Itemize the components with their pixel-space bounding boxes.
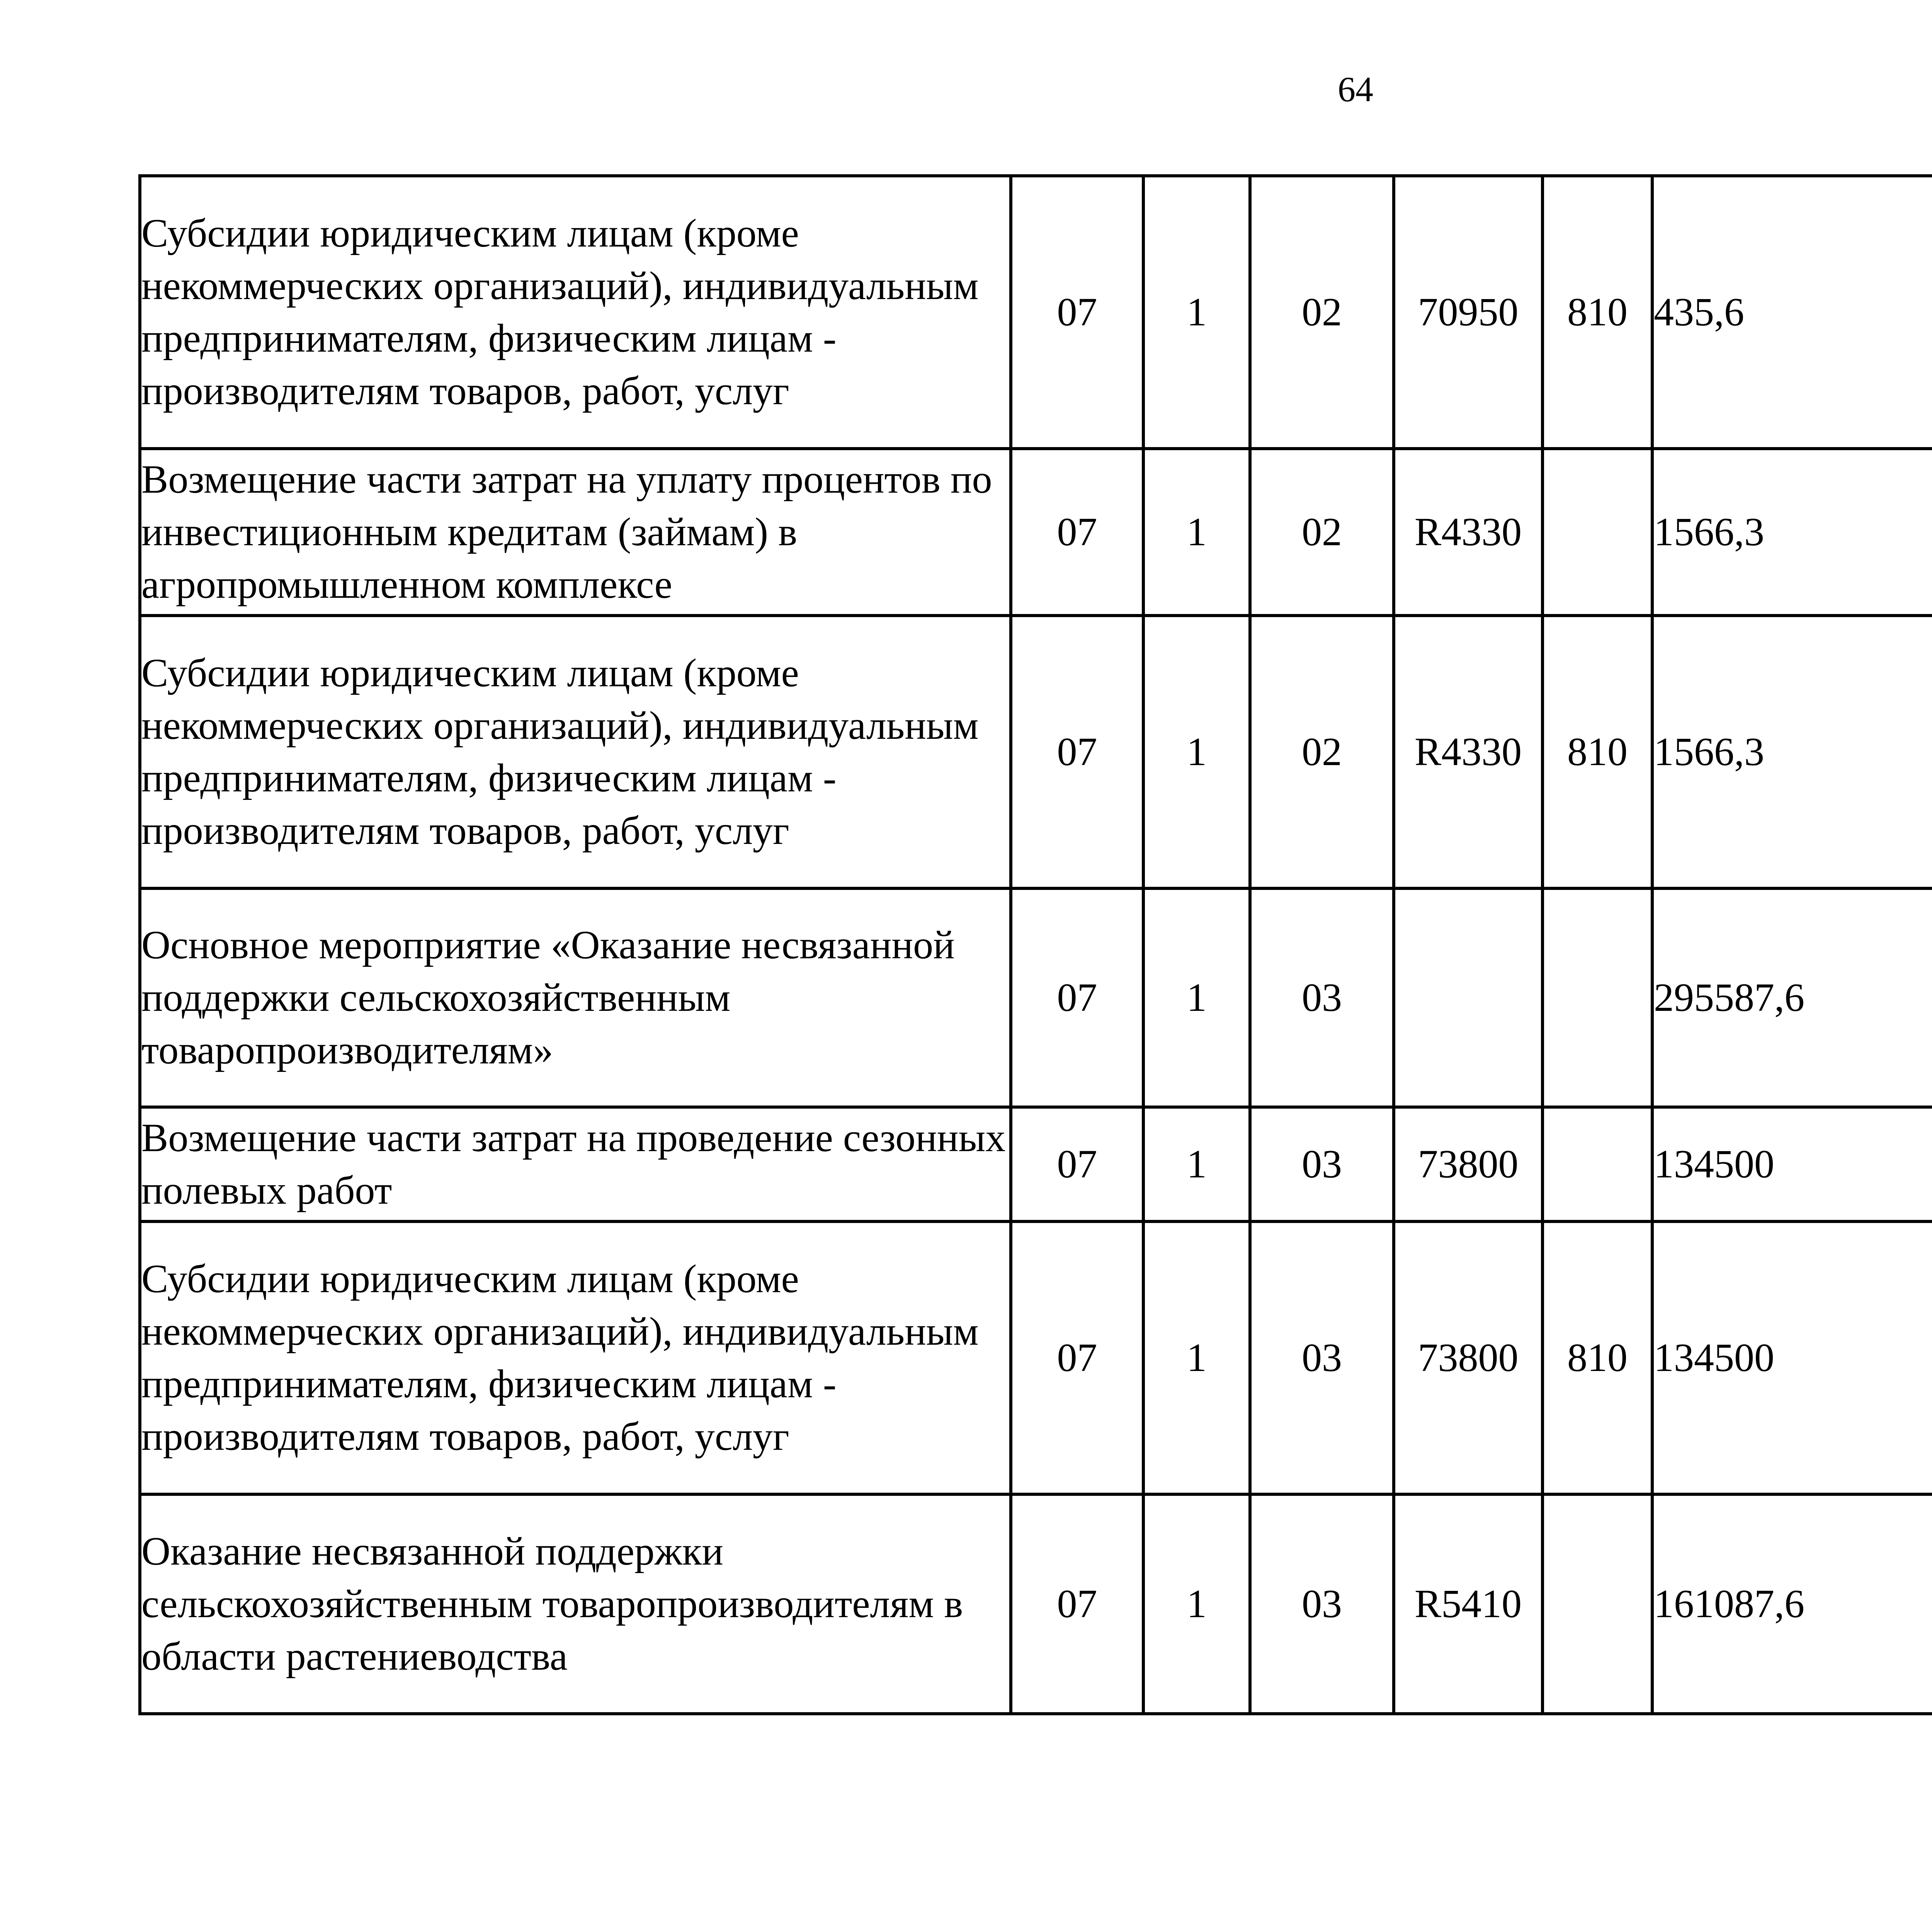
expense-type-code: 810 [1543,616,1652,888]
program-code: 1 [1143,1107,1250,1221]
program-code: 1 [1143,449,1250,616]
program-code: 1 [1143,888,1250,1107]
expense-type-code: 810 [1543,176,1652,449]
subprogram-code: 02 [1250,616,1394,888]
row-name: Основное мероприятие «Оказание несвязанной поддержки сельскохозяйственным товаропроизводителям» [140,888,1011,1107]
table-row [140,888,1932,1107]
row-name: Субсидии юридическим лицам (кроме некоммерческих организаций), индивидуальным предпринимателям, физическим лицам - производителям товаров, работ, услуг [140,176,1011,449]
section-code: 07 [1011,616,1143,888]
direction-code [1394,888,1543,1107]
expense-type-code [1543,888,1652,1107]
expense-type-code [1543,1494,1652,1714]
section-code: 07 [1011,1221,1143,1494]
subprogram-code: 02 [1250,449,1394,616]
direction-code: 70950 [1394,176,1543,449]
page-number: 64 [1338,70,1373,109]
subprogram-code: 03 [1250,1221,1394,1494]
table-row [140,1107,1932,1221]
table-row [140,449,1932,616]
program-code: 1 [1143,1221,1250,1494]
sum-year-1: 134500 [1652,1107,1932,1221]
row-name: Субсидии юридическим лицам (кроме некоммерческих организаций), индивидуальным предпринимателям, физическим лицам - производителям товаров, работ, услуг [140,1221,1011,1494]
expense-type-code [1543,1107,1652,1221]
subprogram-code: 02 [1250,176,1394,449]
program-code: 1 [1143,176,1250,449]
subprogram-code: 03 [1250,1107,1394,1221]
subprogram-code: 03 [1250,888,1394,1107]
table-row [140,176,1932,449]
direction-code: 73800 [1394,1107,1543,1221]
direction-code: R4330 [1394,616,1543,888]
row-name: Субсидии юридическим лицам (кроме некоммерческих организаций), индивидуальным предпринимателям, физическим лицам - производителям товаров, работ, услуг [140,616,1011,888]
table-row [140,1221,1932,1494]
sum-year-1: 435,6 [1652,176,1932,449]
row-name: Оказание несвязанной поддержки сельскохозяйственным товаропроизводителям в области растениеводства [140,1494,1011,1714]
section-code: 07 [1011,888,1143,1107]
row-name: Возмещение части затрат на проведение сезонных полевых работ [140,1107,1011,1221]
direction-code: R4330 [1394,449,1543,616]
table-row [140,1494,1932,1714]
expense-type-code [1543,449,1652,616]
subprogram-code: 03 [1250,1494,1394,1714]
sum-year-1: 295587,6 [1652,888,1932,1107]
sum-year-1: 1566,3 [1652,449,1932,616]
section-code: 07 [1011,1107,1143,1221]
sum-year-1: 161087,6 [1652,1494,1932,1714]
budget-table [138,174,1932,1715]
program-code: 1 [1143,616,1250,888]
sum-year-1: 134500 [1652,1221,1932,1494]
section-code: 07 [1011,1494,1143,1714]
direction-code: R5410 [1394,1494,1543,1714]
sum-year-1: 1566,3 [1652,616,1932,888]
expense-type-code: 810 [1543,1221,1652,1494]
row-name: Возмещение части затрат на уплату процентов по инвестиционным кредитам (займам) в агропромышленном комплексе [140,449,1011,616]
direction-code: 73800 [1394,1221,1543,1494]
section-code: 07 [1011,449,1143,616]
table-row [140,616,1932,888]
section-code: 07 [1011,176,1143,449]
program-code: 1 [1143,1494,1250,1714]
